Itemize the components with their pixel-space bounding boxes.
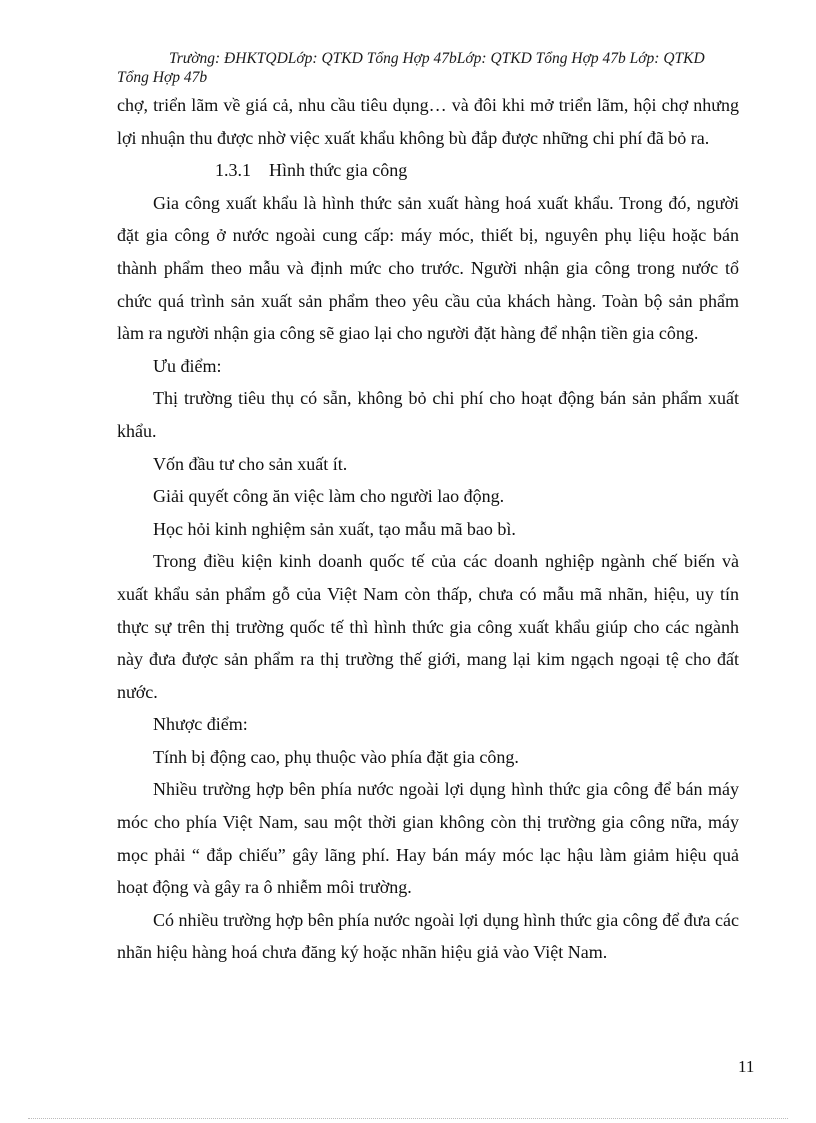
- subheading-disadvantages: Nhược điểm:: [153, 714, 248, 735]
- subheading-advantages: Ưu điểm:: [153, 355, 222, 376]
- paragraph: Giải quyết công ăn việc làm cho người lao động.: [153, 486, 505, 507]
- paragraph: chợ, triển lãm về giá cả, nhu cầu tiêu dụng… và đôi khi mở triển lãm, hội chợ nhưng lợi nhuận thu được nhờ việc xuất khẩu không bù đắp được những chi phí đã bỏ ra.: [117, 95, 739, 148]
- section-heading: [117, 154, 739, 187]
- page-bottom-divider: [28, 1118, 788, 1119]
- section-title: Hình thức gia công: [269, 160, 408, 181]
- paragraph: Học hỏi kinh nghiệm sản xuất, tạo mẫu mã bao bì.: [153, 518, 516, 539]
- header-line-1: Trường: ĐHKTQDLớp: QTKD Tổng Hợp 47bLớp: QTKD Tổng Hợp 47b Lớp: QTKD: [169, 50, 705, 67]
- paragraph: Trong điều kiện kinh doanh quốc tế của các doanh nghiệp ngành chế biến và xuất khẩu sản phẩm gỗ của Việt Nam còn thấp, chưa có mẫu mã nhãn, hiệu, uy tín thực sự trên thị trường quốc tế thì hình thức gia công xuất khẩu giúp cho các ngành này đưa được sản phẩm ra thị trường thế giới, mang lại kim ngạch ngoại tệ cho đất nước.: [117, 551, 739, 702]
- paragraph: Tính bị động cao, phụ thuộc vào phía đặt gia công.: [153, 746, 519, 767]
- page-number: 11: [738, 1057, 755, 1076]
- paragraph: Vốn đầu tư cho sản xuất ít.: [153, 453, 348, 474]
- paragraph: Nhiều trường hợp bên phía nước ngoài lợi dụng hình thức gia công để bán máy móc cho phía Việt Nam, sau một thời gian không còn thị trường gia công nữa, máy mọc phải “ đắp chiếu” gây lãng phí. Hay bán máy móc lạc hậu làm giảm hiệu quả hoạt động và gây ra ô nhiễm môi trường.: [117, 779, 739, 898]
- paragraph: Có nhiều trường hợp bên phía nước ngoài lợi dụng hình thức gia công để đưa các nhãn hiệu hàng hoá chưa đăng ký hoặc nhãn hiệu giả vào Việt Nam.: [117, 909, 739, 963]
- header-line-2: Tổng Hợp 47b: [117, 69, 208, 86]
- running-header: [117, 49, 757, 87]
- body-text: [117, 89, 739, 969]
- paragraph: Gia công xuất khẩu là hình thức sản xuất hàng hoá xuất khẩu. Trong đó, người đặt gia công ở nước ngoài cung cấp: máy móc, thiết bị, nguyên phụ liệu hoặc bán thành phẩm theo mẫu và định mức cho trước. Người nhận gia công trong nước tổ chức quá trình sản xuất sản phẩm theo yêu cầu của khách hàng. Toàn bộ sản phẩm làm ra người nhận gia công sẽ giao lại cho người đặt hàng để nhận tiền gia công.: [117, 192, 739, 344]
- section-number: 1.3.1: [215, 160, 251, 181]
- paragraph: Thị trường tiêu thụ có sẵn, không bỏ chi phí cho hoạt động bán sản phẩm xuất khẩu.: [117, 388, 739, 441]
